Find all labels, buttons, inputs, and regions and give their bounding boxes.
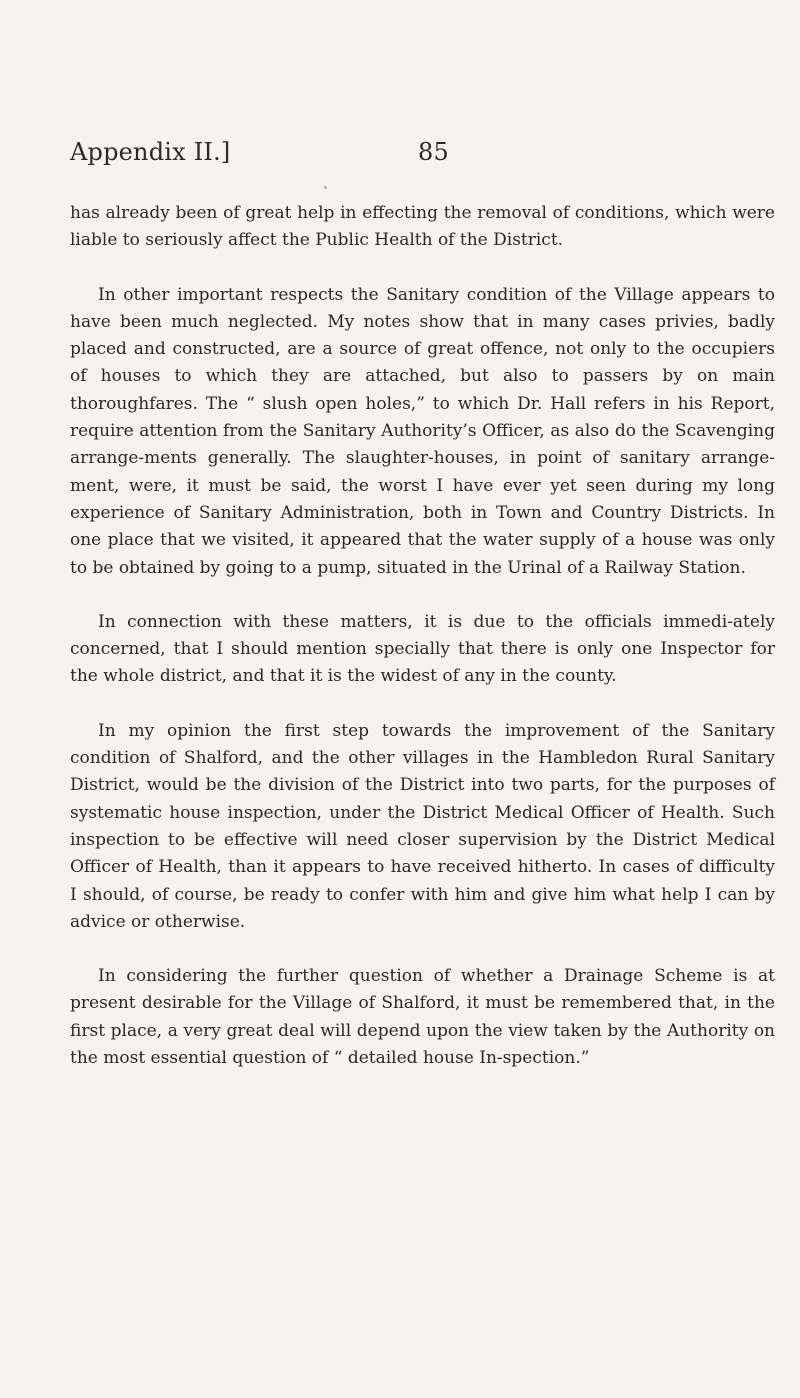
running-header: [70, 138, 770, 178]
paragraph: In considering the further question of whether a Drainage Scheme is at present desirable for the Village of Shalford, it must be remembered that, in the first place, a very great deal will depend upon the view taken by the Authority on the most essential question of “ detailed house In-spection.”: [70, 966, 775, 1069]
paragraph-continuation: has already been of great help in effecting the removal of conditions, which were liable to seriously affect the Public Health of the District.: [70, 203, 775, 251]
paper-speck: [324, 186, 327, 189]
section-reference: Appendix II.]: [70, 138, 231, 166]
paragraph: In other important respects the Sanitary condition of the Village appears to have been much neglected. My notes show that in many cases privies, badly placed and constructed, are a source of great offence, not only to the occupiers of houses to which they are attached, but also to passers by on main thoroughfares. The “ slush open holes,” to which Dr. Hall refers in his Report, require attention from the Sanitary Authority’s Officer, as also do the Scavenging arrange-ments generally. The slaughter-houses, in point of sanitary arrange-ment, were, it must be said, the worst I have ever yet seen during my long experience of Sanitary Administration, both in Town and Country Districts. In one place that we visited, it appeared that the water supply of a house was only to be obtained by going to a pump, situated in the Urinal of a Railway Station.: [70, 284, 775, 578]
paragraph: In connection with these matters, it is due to the officials immedi-ately concerned, that I should mention specially that there is only one Inspector for the whole district, and that it is the widest of any in the county.: [70, 611, 775, 687]
body-text: [70, 200, 775, 1099]
paragraph: In my opinion the first step towards the improvement of the Sanitary condition of Shalford, and the other villages in the Hambledon Rural Sanitary District, would be the division of the District into two parts, for the purposes of systematic house inspection, under the District Medical Officer of Health. Such inspection to be effective will need closer supervision by the District Medical Officer of Health, than it appears to have received hitherto. In cases of difficulty I should, of course, be ready to confer with him and give him what help I can by advice or otherwise.: [70, 720, 775, 932]
page-number: 85: [418, 138, 449, 166]
